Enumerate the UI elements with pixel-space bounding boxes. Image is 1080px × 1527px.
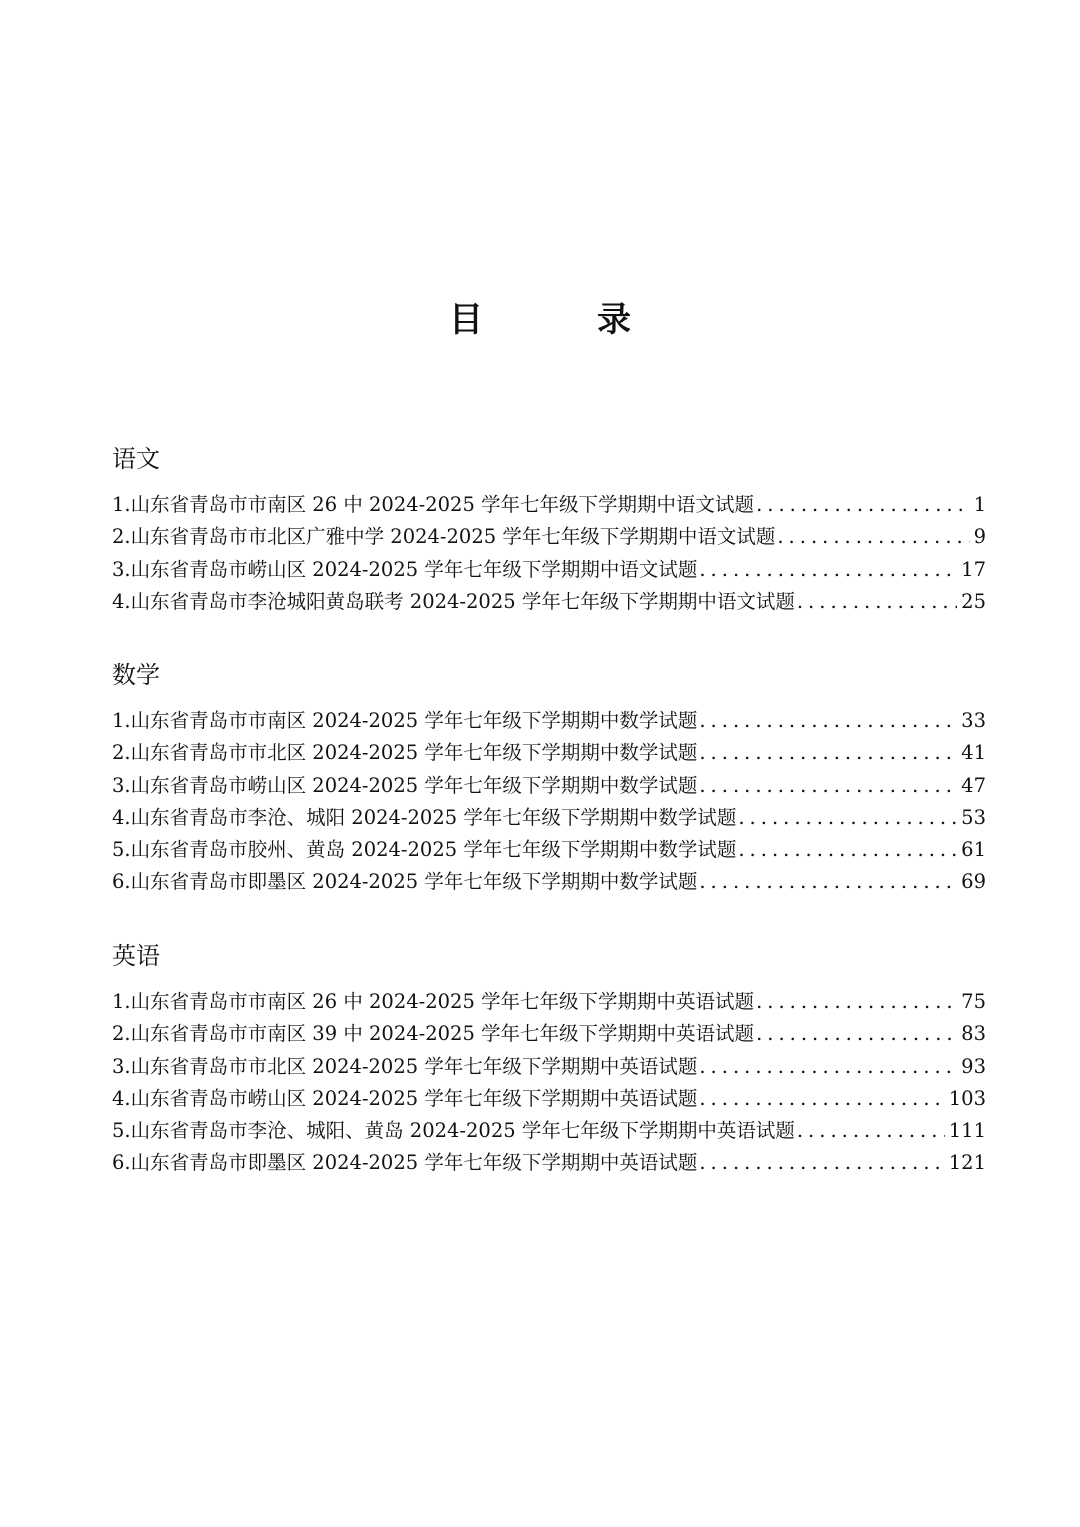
section-heading: 英语 [112,942,160,970]
toc-entry-title: 2.山东省青岛市市北区 2024-2025 学年七年级下学期期中数学试题 [112,741,698,765]
toc-entry-page: 61 [961,838,986,862]
dot-leader [699,554,957,586]
dot-leader [699,866,957,898]
toc-entry[interactable] [112,521,986,553]
toc-entry[interactable] [112,554,986,586]
toc-entry[interactable] [112,866,986,898]
toc-entry-page: 9 [973,525,986,549]
toc-entry-page: 69 [961,870,986,894]
toc-entry-page: 103 [948,1086,986,1110]
toc-entry[interactable] [112,770,986,802]
toc-entry-page: 75 [961,990,986,1013]
toc-entry-page: 53 [961,805,986,829]
toc-entry-page: 121 [948,1151,986,1175]
toc-list [112,489,986,618]
toc-entry-title: 3.山东省青岛市市北区 2024-2025 学年七年级下学期期中英语试题 [112,1054,698,1078]
toc-entry-title: 1.山东省青岛市市南区 2024-2025 学年七年级下学期期中数学试题 [112,709,698,732]
toc-entry-title: 4.山东省青岛市崂山区 2024-2025 学年七年级下学期期中英语试题 [112,1086,698,1110]
dot-leader [699,1051,957,1083]
toc-entry[interactable] [112,1018,986,1050]
toc-section-chinese [112,443,986,618]
toc-entry[interactable] [112,737,986,769]
toc-entry-page: 33 [961,709,986,732]
toc-entry[interactable] [112,1115,986,1147]
toc-entry-page: 17 [961,557,986,581]
dot-leader [777,521,969,553]
toc-entry[interactable] [112,802,986,834]
toc-entry-page: 1 [973,493,986,516]
toc-entry[interactable] [112,1147,986,1179]
dot-leader [699,1147,944,1179]
dot-leader [699,705,957,737]
toc-entry[interactable] [112,586,986,618]
dot-leader [699,737,957,769]
toc-list [112,986,986,1180]
dot-leader [756,986,957,1018]
toc-entry-title: 6.山东省青岛市即墨区 2024-2025 学年七年级下学期期中英语试题 [112,1151,698,1175]
toc-entry[interactable] [112,489,986,521]
toc-list [112,705,986,899]
toc-entry-title: 5.山东省青岛市李沧、城阳、黄岛 2024-2025 学年七年级下学期期中英语试题 [112,1119,795,1143]
toc-entry-page: 83 [961,1022,986,1046]
section-heading: 语文 [112,445,160,473]
toc-entry[interactable] [112,986,986,1018]
toc-entry[interactable] [112,834,986,866]
toc-entry-title: 1.山东省青岛市市南区 26 中 2024-2025 学年七年级下学期期中语文试题 [112,493,755,516]
toc-entry-title: 5.山东省青岛市胶州、黄岛 2024-2025 学年七年级下学期期中数学试题 [112,838,737,862]
toc-entry-page: 111 [948,1119,986,1143]
toc-section-math [112,659,986,899]
dot-leader [797,586,957,618]
dot-leader [738,834,957,866]
toc-entry-title: 4.山东省青岛市李沧、城阳 2024-2025 学年七年级下学期期中数学试题 [112,805,737,829]
toc-entry[interactable] [112,1051,986,1083]
toc-entry-title: 6.山东省青岛市即墨区 2024-2025 学年七年级下学期期中数学试题 [112,870,698,894]
toc-entry-title: 3.山东省青岛市崂山区 2024-2025 学年七年级下学期期中语文试题 [112,557,698,581]
dot-leader [699,770,957,802]
dot-leader [756,489,970,521]
toc-entry-page: 41 [961,741,986,765]
dot-leader [797,1115,945,1147]
toc-entry-page: 25 [961,589,986,613]
toc-entry[interactable] [112,1083,986,1115]
toc-entry-title: 4.山东省青岛市李沧城阳黄岛联考 2024-2025 学年七年级下学期期中语文试题 [112,589,795,613]
dot-leader [699,1083,944,1115]
toc-entry-title: 3.山东省青岛市崂山区 2024-2025 学年七年级下学期期中数学试题 [112,773,698,797]
toc-section-english [112,940,986,1180]
dot-leader [756,1018,957,1050]
section-heading: 数学 [112,661,160,689]
toc-entry-title: 1.山东省青岛市市南区 26 中 2024-2025 学年七年级下学期期中英语试题 [112,990,755,1013]
toc-entry-page: 47 [961,773,986,797]
toc-entry-title: 2.山东省青岛市市北区广雅中学 2024-2025 学年七年级下学期期中语文试题 [112,525,776,549]
toc-entry[interactable] [112,705,986,737]
toc-entry-page: 93 [961,1054,986,1078]
toc-entry-title: 2.山东省青岛市市南区 39 中 2024-2025 学年七年级下学期期中英语试题 [112,1022,755,1046]
dot-leader [738,802,957,834]
page-title: 目 录 [449,300,671,340]
